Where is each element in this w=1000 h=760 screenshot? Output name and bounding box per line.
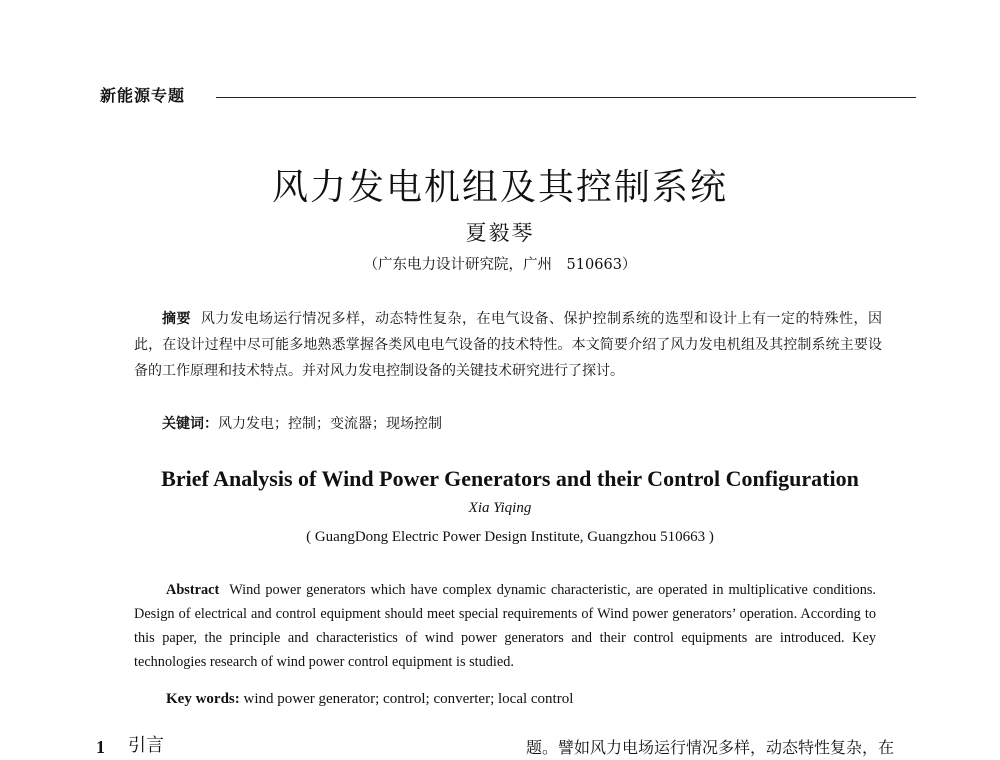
english-keywords-label: Key words: (166, 691, 240, 707)
header-divider (216, 97, 916, 98)
english-affiliation: ( GuangDong Electric Power Design Institute, Guangzhou 510663 ) (306, 529, 714, 545)
chinese-keywords-text: 风力发电；控制；变流器；现场控制 (218, 416, 442, 432)
english-author: Xia Yiqing (468, 500, 532, 516)
english-abstract-label: Abstract (166, 582, 220, 598)
body-text-column-2: 题。譬如风力电场运行情况多样，动态特性复杂，在 (526, 738, 895, 757)
english-keywords (166, 688, 573, 710)
english-title: Brief Analysis of Wind Power Generators and their Control Configuration (161, 466, 859, 491)
journal-section-label: 新能源专题 (100, 86, 186, 105)
chinese-title: 风力发电机组及其控制系统 (271, 167, 728, 208)
chinese-keywords-label: 关键词： (162, 416, 218, 432)
english-abstract-text: Wind power generators which have complex dynamic characteristic, are operated in multiplicative conditions. Design of electrical and control equipment should meet special requirements of Wind power generators’ operation. According to this paper, the principle and characteristics of wind power generators and their control equipments are introduced. Key technologies research of wind power control equipment is studied. (134, 582, 876, 670)
chinese-abstract-text: 风力发电场运行情况多样，动态特性复杂，在电气设备、保护控制系统的选型和设计上有一定的特殊性，因此，在设计过程中尽可能多地熟悉掌握各类风电电气设备的技术特性。本文简要介绍了风力发电机组及其控制系统主要设备的工作原理和技术特点。并对风力发电控制设备的关键技术研究进行了探讨。 (134, 311, 883, 379)
chinese-author: 夏毅琴 (465, 221, 535, 245)
english-abstract (134, 578, 876, 674)
chinese-abstract-label: 摘要 (162, 311, 192, 327)
section-heading: 引言 (128, 735, 164, 756)
chinese-abstract (134, 306, 882, 384)
chinese-affiliation: （广东电力设计研究院，广州 510663） (363, 257, 637, 273)
chinese-keywords (162, 413, 442, 435)
english-keywords-text: wind power generator; control; converter; local control (243, 691, 574, 707)
section-number: 1 (96, 737, 105, 757)
